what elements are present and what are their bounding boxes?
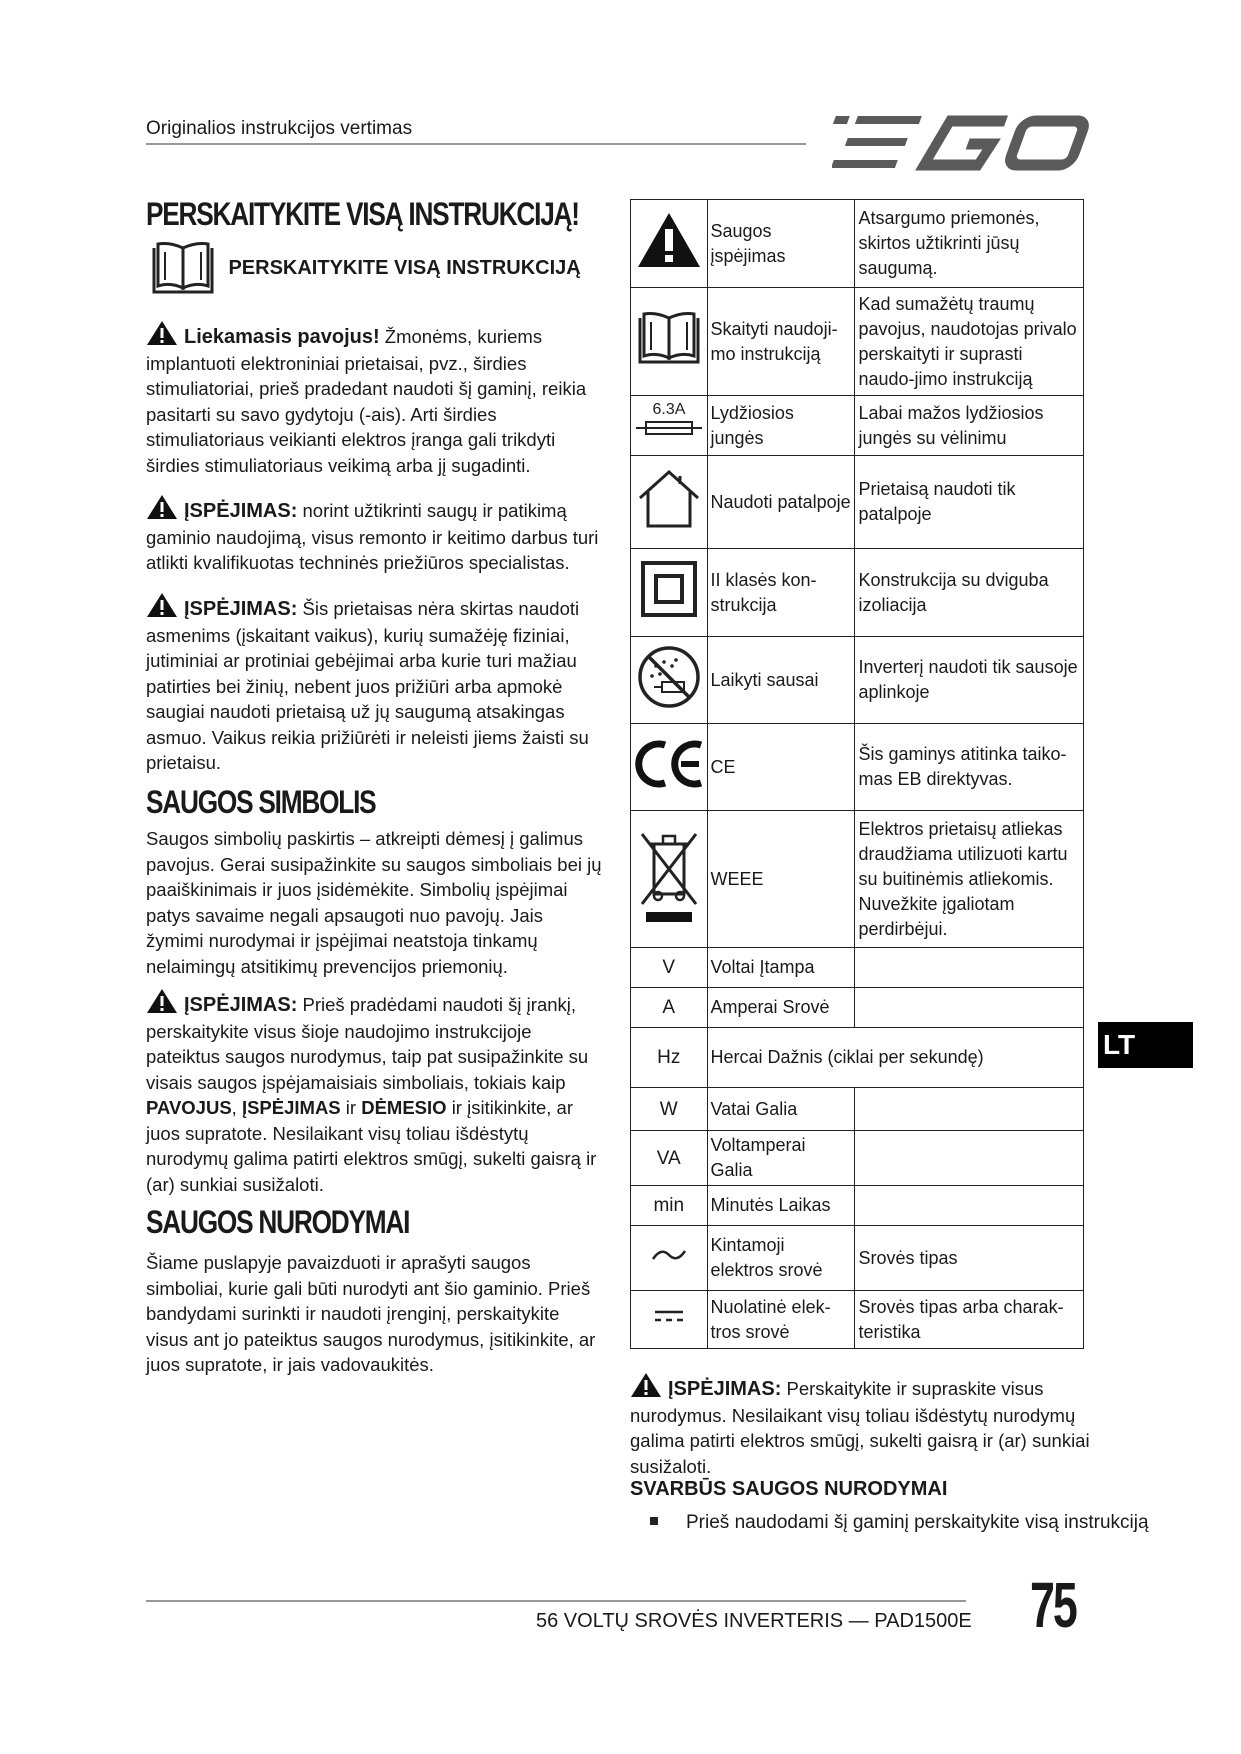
warning-read-all-paragraph: ĮSPĖJIMAS: Prieš pradėdami naudoti šį įrankį, perskaitykite visus šioje naudojimo instrukcijoje pateiktus saugos nurodymus, taip pat susipažinkite su visais saugos įspėjamaisiais simboliais, tokiais kaip PAVOJUS, ĮSPĖJIMAS ir DĖMESIO ir įsitikinkite, ar juos supratote. Nesilaikant visų toliau išdėstytų nurodymų galima patirti elektros smūgį, sukelti gaisrą ir (ar) sunkiai susižaloti. xyxy=(146,988,604,1197)
warning-persons-paragraph: ĮSPĖJIMAS: Šis prietaisas nėra skirtas naudoti asmenims (įskaitant vaikus), kurių sumažėję fiziniai, jutiminiai ar protiniai gebėjimai arba kurie turi mažiau patirties bei žinių, nebent juos prižiūri arba apmokė saugiai naudoti prietaisą už jų saugumą atsakingas asmuo. Vaikus reikia prižiūrėti ir neleisti jiems žaisti su prietaisu. xyxy=(146,592,604,776)
safety-instructions-title: SAUGOS NURODYMAI xyxy=(146,1204,410,1240)
table-row: Skaityti naudoji-mo instrukciją Kad sumažėtų traumų pavojus, naudotojas privalo perskaityti ir suprasti naudo-jimo instrukciją xyxy=(631,288,1084,396)
table-row: V Voltai Įtampa xyxy=(631,948,1084,988)
warning-triangle-icon xyxy=(630,1372,662,1398)
read-manual-label: PERSKAITYKITE VISĄ INSTRUKCIJĄ xyxy=(228,256,581,279)
ego-logo xyxy=(832,110,1094,176)
table-row: Naudoti patalpoje Prietaisą naudoti tik patalpoje xyxy=(631,456,1084,549)
table-row: Hz Hercai Dažnis (ciklai per sekundę) xyxy=(631,1028,1084,1088)
safety-symbols-title: SAUGOS SIMBOLIS xyxy=(146,784,376,820)
table-row: CE Šis gaminys atitinka taiko-mas EB direktyvas. xyxy=(631,724,1084,811)
dc-symbol-icon xyxy=(649,1306,689,1326)
safety-instructions-paragraph: Šiame puslapyje pavaizduoti ir aprašyti saugos simboliai, kurie gali būti nurodyti ant šio gaminio. Prieš bandydami surinkti ir naudoti įrenginį, perskaitykite visus ant jo pateiktus saugos nurodymus, įsitikinkite, ar juos supratote, ir jais vadovaukitės. xyxy=(146,1252,596,1375)
footer-product: 56 VOLTŲ SROVĖS INVERTERIS — PAD1500E xyxy=(536,1610,972,1632)
table-row: Kintamoji elektros srovė Srovės tipas xyxy=(631,1226,1084,1291)
warning-triangle-icon xyxy=(146,592,178,618)
fuse-icon xyxy=(634,400,704,444)
header-title: Originalios instrukcijos vertimas xyxy=(146,118,413,139)
table-row: Nuolatinė elek-tros srovė Srovės tipas arba charak-teristika xyxy=(631,1291,1084,1349)
safety-symbols-table xyxy=(630,199,1084,1349)
table-row: Saugos įspėjimas Atsargumo priemonės, skirtos užtikrinti jūsų saugumą. xyxy=(631,200,1084,288)
table-row: II klasės kon-strukcija Konstrukcija su dviguba izoliacija xyxy=(631,549,1084,637)
svg-text:6.3A: 6.3A xyxy=(652,401,686,418)
table-row: 6.3A Lydžiosios jungės Labai mažos lydžiosios jungės su vėlinimu xyxy=(631,396,1084,456)
header-divider xyxy=(146,143,806,145)
table-row: W Vatai Galia xyxy=(631,1088,1084,1131)
table-row: min Minutės Laikas xyxy=(631,1186,1084,1226)
warning-triangle-icon xyxy=(146,988,178,1014)
important-safety-heading: SVARBŪS SAUGOS NURODYMAI xyxy=(630,1478,948,1500)
residual-risk-paragraph: Liekamasis pavojus! Žmonėms, kuriems implantuoti elektroniniai prietaisai, pvz., širdies stimuliatoriai, prieš pradedant naudoti šį gaminį, reikia pasitarti su savo gydytoju (-ais). Arti širdies stimuliatoriaus veikianti elektros įranga gali trikdyti širdies stimuliatoriaus veikimą arba jį sugadinti. xyxy=(146,320,604,478)
main-title: PERSKAITYKITE VISĄ INSTRUKCIJĄ! xyxy=(146,196,579,232)
footer-divider xyxy=(146,1600,966,1602)
keep-dry-icon xyxy=(636,644,702,710)
bullet-marker xyxy=(650,1517,658,1525)
list-item: Prieš naudodami šį gaminį perskaitykite visą instrukciją xyxy=(650,1512,1149,1534)
safety-symbols-paragraph: Saugos simbolių paskirtis – atkreipti dėmesį į galimus pavojus. Gerai susipažinkite su saugos simboliais bei jų paaiškinimais ir juos įsidėmėkite. Simbolių įspėjimai patys savaime negali apsaugoti nuo pavojų. Jais žymimi nurodymai ir įspėjimai neatstoja tinkamų nelaimingų atsitikimų prevencijos priemonių. xyxy=(146,828,602,977)
weee-bin-icon xyxy=(636,826,702,926)
warning-triangle-icon xyxy=(146,320,178,346)
language-tab: LT xyxy=(1098,1022,1193,1068)
ac-tilde-icon xyxy=(649,1245,689,1265)
table-row: VA Voltamperai Galia xyxy=(631,1131,1084,1186)
read-manual-icon xyxy=(150,240,216,296)
read-manual-icon xyxy=(636,310,702,366)
table-row: Laikyti sausai Inverterį naudoti tik sausoje aplinkoje xyxy=(631,637,1084,724)
warning-triangle-icon xyxy=(146,494,178,520)
table-row: A Amperai Srovė xyxy=(631,988,1084,1028)
ce-mark-icon xyxy=(633,737,705,791)
table-row: WEEE Elektros prietaisų atliekas draudžiama utilizuoti kartu su buitinėmis atliekomis. Nuvežkite įgaliotam perdirbėjui. xyxy=(631,811,1084,948)
class-ii-icon xyxy=(639,559,699,619)
warning-understand-paragraph: ĮSPĖJIMAS: Perskaitykite ir supraskite visus nurodymus. Nesilaikant visų toliau išdėstytų nurodymų galima patirti elektros smūgį, sukelti gaisrą ir (ar) sunkiai susižaloti. xyxy=(630,1372,1100,1479)
indoor-house-icon xyxy=(636,468,702,530)
warning-triangle-icon xyxy=(636,211,702,269)
read-manual-row xyxy=(150,240,581,296)
page-number: 75 xyxy=(1030,1569,1076,1641)
warning-service-paragraph: ĮSPĖJIMAS: norint užtikrinti saugų ir patikimą gaminio naudojimą, visus remonto ir keitimo darbus turi atlikti kvalifikuotas techninės priežiūros specialistas. xyxy=(146,494,604,576)
